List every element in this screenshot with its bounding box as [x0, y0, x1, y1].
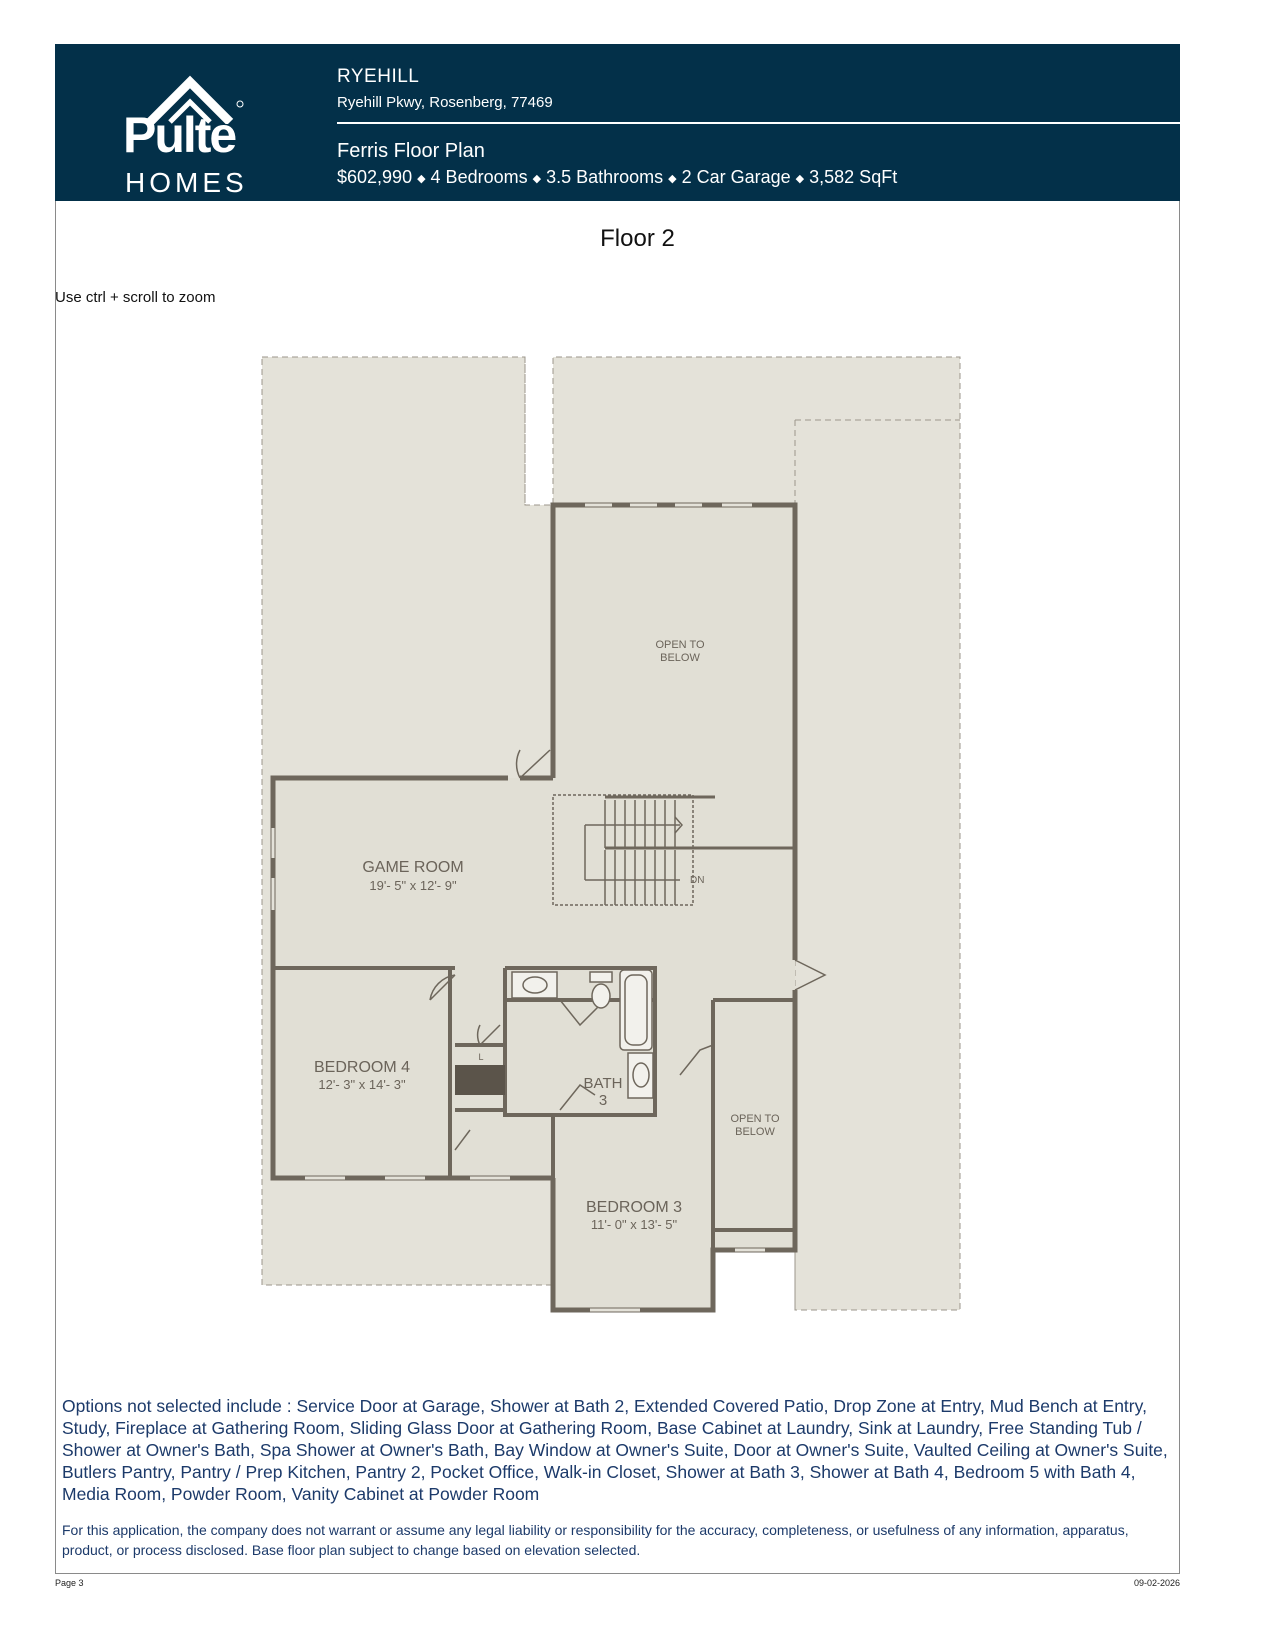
- plan-specs: [337, 167, 897, 188]
- community-address: Ryehill Pkwy, Rosenberg, 77469: [337, 94, 553, 111]
- plan-sqft: 3,582 SqFt: [809, 167, 898, 187]
- disclaimer: For this application, the company does not warrant or assume any legal liability or responsibility for the accuracy, completeness, or usefulness of any information, apparatus, product, or process disclosed. Base floor plan subject to change based on elevation selected.: [62, 1522, 1129, 1558]
- community-name: RYEHILL: [337, 66, 420, 87]
- open-to-below-label: BELOW: [660, 652, 700, 664]
- bath-3-number: 3: [598, 1092, 608, 1109]
- separator-icon: ◆: [532, 172, 542, 185]
- plan-name: Ferris Floor Plan: [337, 140, 485, 162]
- bedroom-4-label: BEDROOM 4: [313, 1059, 411, 1076]
- pulte-homes-logo: [115, 74, 265, 198]
- header-divider: [337, 122, 1180, 124]
- separator-icon: ◆: [795, 172, 805, 185]
- linen-closet-shelves: [455, 1065, 505, 1095]
- logo-wordmark: Pulte: [123, 107, 236, 163]
- options-not-selected: Options not selected include : Service Door at Garage, Shower at Bath 2, Extended Covered Patio, Drop Zone at Entry, Mud Bench at Entry, Study, Fireplace at Gathering Room, Sliding Glass Door at Gathering Room, Base Cabinet at Laundry, Sink at Laundry, Free Standing Tub / Shower at Owner's Bath, Spa Shower at Owner's Bath, Bay Window at Owner's Suite, Door at Owner's Suite, Vaulted Ceiling at Owner's Suite, Butlers Pantry, Pantry / Prep Kitchen, Pantry 2, Pocket Office, Walk-in Closet, Shower at Bath 3, Shower at Bath 4, Bedroom 5 with Bath 4, Media Room, Powder Room, Vanity Cabinet at Powder Room: [62, 1396, 1168, 1504]
- plan-bedrooms: 4 Bedrooms: [430, 167, 528, 187]
- header-banner: [55, 44, 1180, 201]
- separator-icon: ◆: [668, 172, 677, 185]
- separator-icon: ◆: [417, 172, 426, 185]
- bath-3-label: BATH: [583, 1075, 623, 1092]
- bedroom-3-label: BEDROOM 3: [585, 1199, 683, 1216]
- linen-label: L: [478, 1052, 484, 1062]
- stairs-down-label: DN: [690, 875, 705, 886]
- page-date: 09-02-2026: [1133, 1578, 1180, 1588]
- game-room-dimensions: 19'- 5" x 12'- 9": [369, 878, 457, 893]
- floor-title: Floor 2: [600, 225, 675, 252]
- logo-homes-text: HOMES: [125, 167, 248, 198]
- open-to-below-label: OPEN TO: [655, 639, 705, 651]
- plan-price: $602,990: [337, 167, 413, 187]
- plan-bathrooms: 3.5 Bathrooms: [546, 167, 664, 187]
- open-to-below-label: BELOW: [735, 1126, 775, 1138]
- bedroom-4-dimensions: 12'- 3" x 14'- 3": [318, 1077, 406, 1092]
- plan-garage: 2 Car Garage: [681, 167, 791, 187]
- floor-plan-drawing[interactable]: [260, 355, 970, 1335]
- open-to-below-label: OPEN TO: [730, 1113, 780, 1125]
- page-number: Page 3: [55, 1578, 84, 1588]
- bedroom-3-dimensions: 11'- 0" x 13'- 5": [590, 1217, 678, 1232]
- zoom-hint: Use ctrl + scroll to zoom: [55, 289, 216, 306]
- game-room-label: GAME ROOM: [362, 859, 464, 876]
